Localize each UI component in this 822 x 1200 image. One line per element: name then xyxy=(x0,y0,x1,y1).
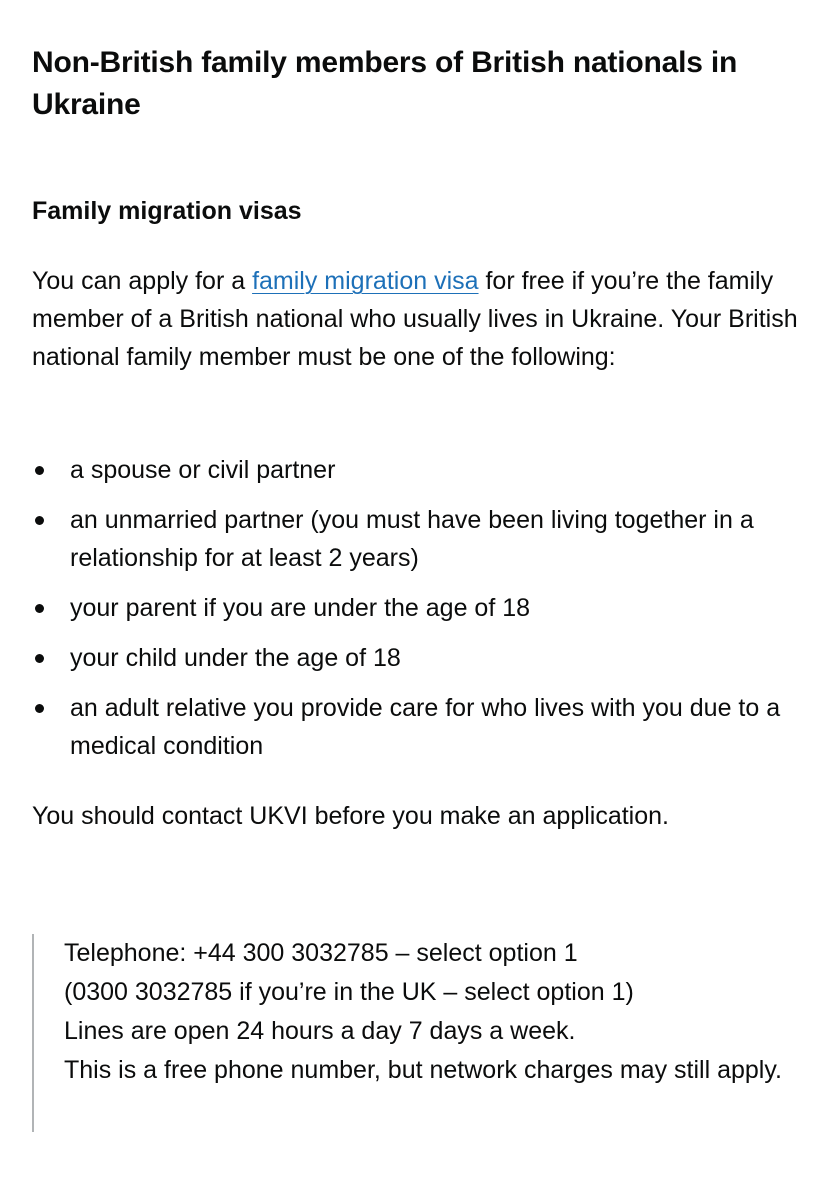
bullet-icon xyxy=(35,654,44,663)
bullet-icon xyxy=(35,704,44,713)
call-charges-line: This is a free phone number, but network charges may still apply. xyxy=(64,1056,782,1084)
list-item xyxy=(32,501,802,577)
bullet-icon xyxy=(35,516,44,525)
list-item xyxy=(32,451,802,489)
intro-text-before-link: You can apply for a xyxy=(32,267,253,295)
uk-number-line: (0300 3032785 if you’re in the UK – select option 1) xyxy=(64,978,634,1006)
section-heading: Family migration visas xyxy=(32,197,302,225)
opening-hours-line: Lines are open 24 hours a day 7 days a week. xyxy=(64,1017,576,1045)
contact-ukvi-paragraph: You should contact UKVI before you make an application. xyxy=(32,802,669,830)
page-title: Non-British family members of British nationals in Ukraine xyxy=(32,46,738,121)
list-item-text: a spouse or civil partner xyxy=(70,456,336,484)
list-item-text: an adult relative you provide care for who lives with you due to a medical condition xyxy=(70,694,781,760)
list-item xyxy=(32,589,802,627)
list-item-text: your child under the age of 18 xyxy=(70,644,401,672)
telephone-line: Telephone: +44 300 3032785 – select option 1 xyxy=(64,939,578,967)
list-item xyxy=(32,639,802,677)
list-item xyxy=(32,689,802,765)
eligibility-list xyxy=(32,451,802,777)
contact-inset-text xyxy=(32,934,804,1132)
intro-paragraph xyxy=(32,262,802,376)
list-item-text: your parent if you are under the age of 18 xyxy=(70,594,531,622)
intro-text-after-link: for free if you’re the family member of a British national who usually lives in Ukraine. Your British national family member must be one of the following: xyxy=(32,267,798,371)
list-item-text: an unmarried partner (you must have been living together in a relationship for at least 2 years) xyxy=(70,506,754,572)
family-migration-visa-link[interactable]: family migration visa xyxy=(252,267,479,295)
contact-details xyxy=(64,934,804,1090)
bullet-icon xyxy=(35,604,44,613)
bullet-icon xyxy=(35,466,44,475)
